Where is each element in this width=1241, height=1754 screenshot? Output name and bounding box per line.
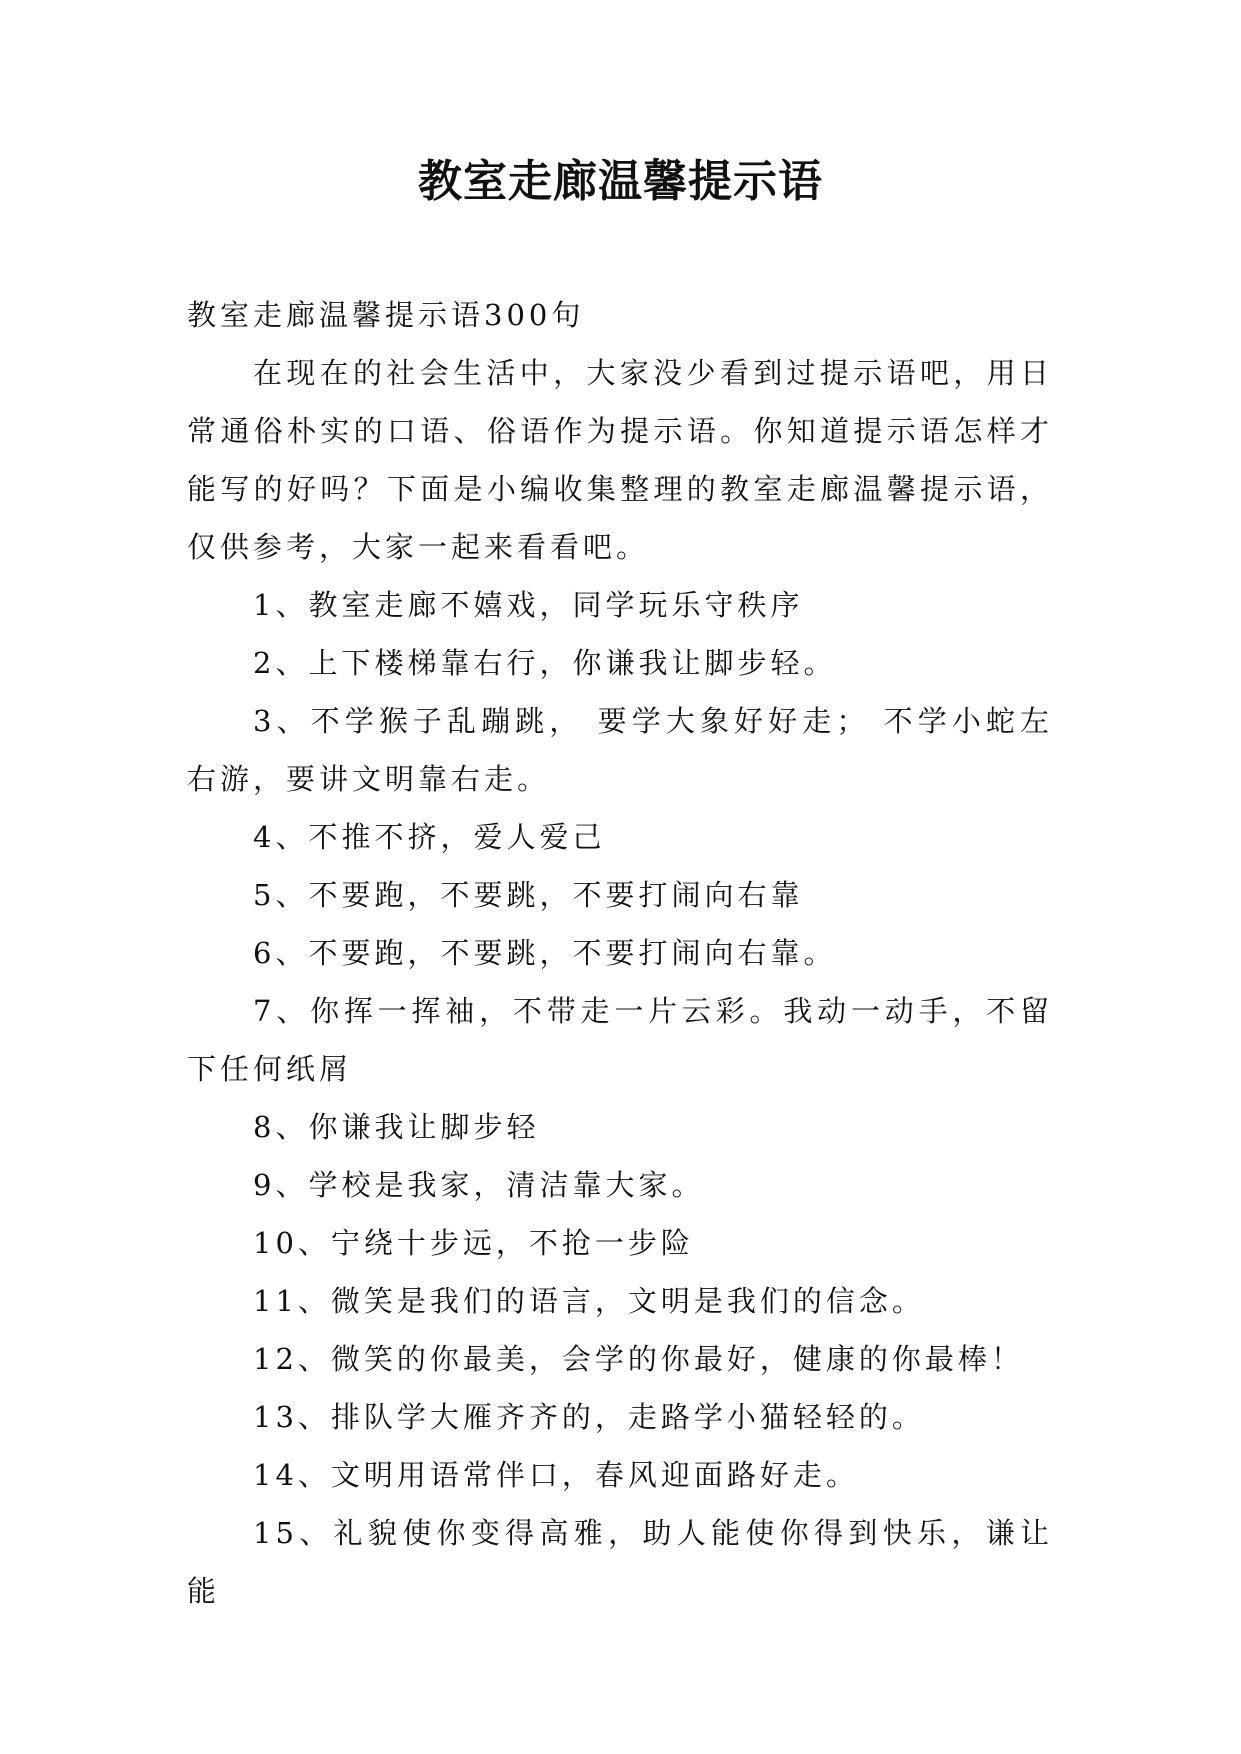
list-item: 13、排队学大雁齐齐的，走路学小猫轻轻的。 (253, 1400, 925, 1434)
list-item: 3、不学猴子乱蹦跳， 要学大象好好走； 不学小蛇左右游，要讲文明靠右走。 (187, 704, 1053, 796)
document-title: 教室走廊温馨提示语 (418, 156, 823, 207)
list-item: 6、不要跑，不要跳，不要打闹向右靠。 (253, 936, 837, 970)
intro-paragraph: 在现在的社会生活中，大家没少看到过提示语吧，用日常通俗朴实的口语、俗语作为提示语。你知道提示语怎样才能写的好吗？下面是小编收集整理的教室走廊温馨提示语，仅供参考，大家一起来看看吧。 (187, 356, 1053, 564)
list-item: 15、礼貌使你变得高雅，助人能使你得到快乐，谦让能 (187, 1516, 1053, 1608)
list-item: 9、学校是我家，清洁靠大家。 (253, 1168, 705, 1202)
list-item: 8、你谦我让脚步轻 (253, 1110, 540, 1144)
list-item: 7、你挥一挥袖，不带走一片云彩。我动一动手，不留下任何纸屑 (187, 994, 1053, 1086)
list-item: 1、教室走廊不嬉戏，同学玩乐守秩序 (253, 588, 804, 622)
list-item: 2、上下楼梯靠右行，你谦我让脚步轻。 (253, 646, 837, 680)
list-item: 12、微笑的你最美，会学的你最好，健康的你最棒！ (253, 1342, 1024, 1376)
document-subtitle: 教室走廊温馨提示语300句 (187, 298, 585, 332)
list-item: 4、不推不挤，爱人爱己 (253, 820, 606, 854)
list-item: 5、不要跑，不要跳，不要打闹向右靠 (253, 878, 804, 912)
document-body (187, 286, 1053, 1620)
list-item: 11、微笑是我们的语言，文明是我们的信念。 (253, 1284, 925, 1318)
list-item: 14、文明用语常伴口，春风迎面路好走。 (253, 1458, 859, 1492)
list-item: 10、宁绕十步远，不抢一步险 (253, 1226, 694, 1260)
